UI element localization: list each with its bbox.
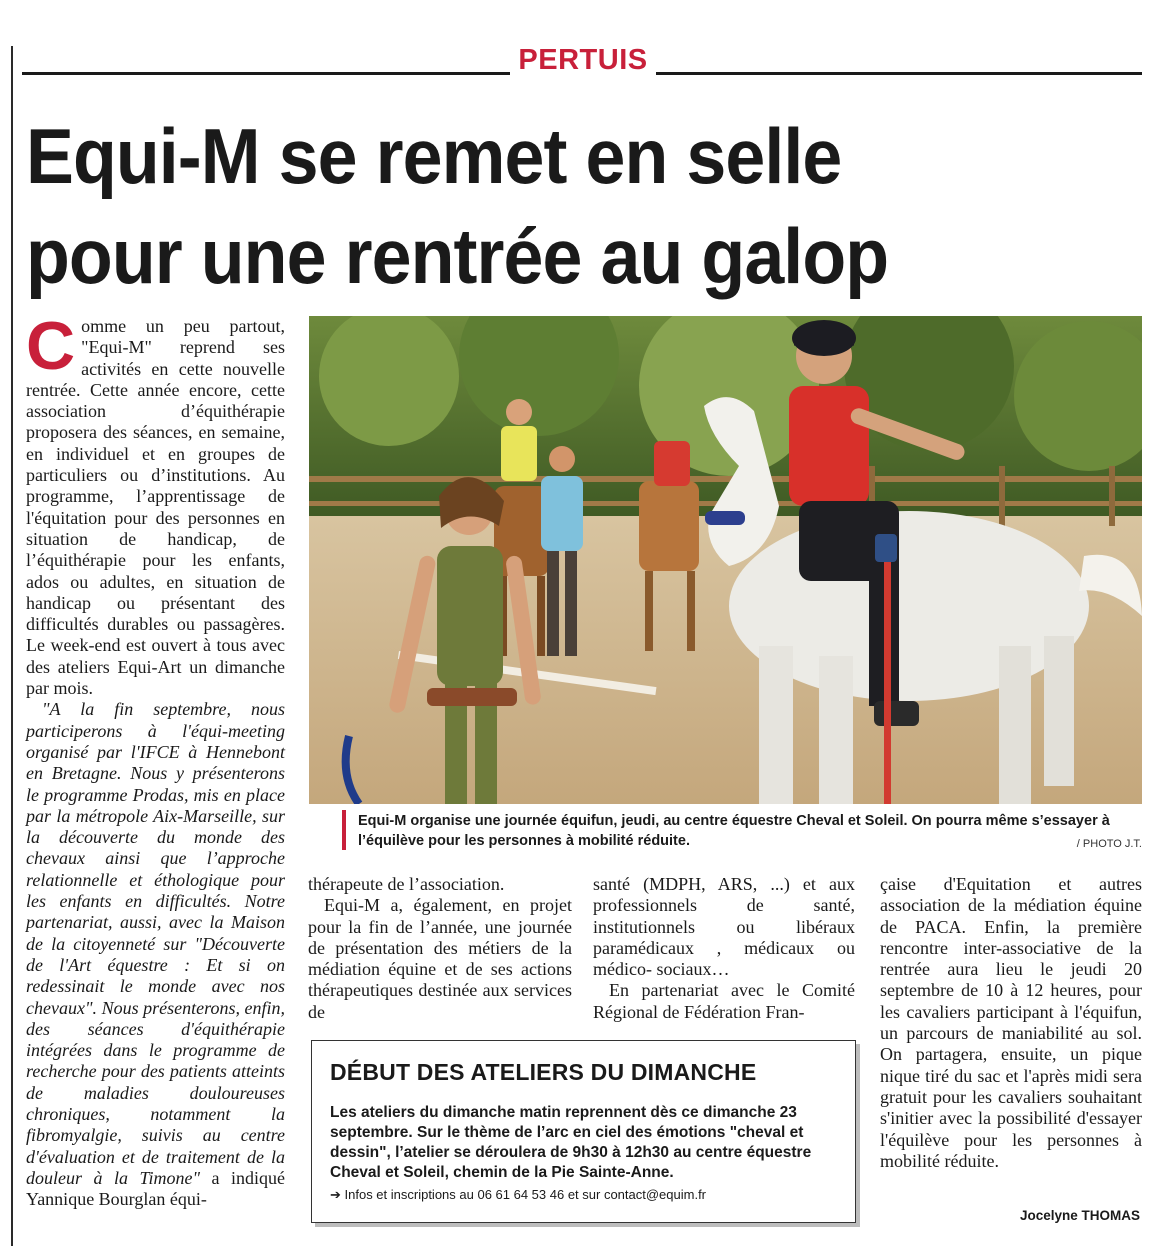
headline-line-1: Equi-M se remet en selle (26, 112, 842, 200)
headline-line-2: pour une rentrée au galop (26, 212, 889, 300)
article-column-2 (308, 874, 572, 1023)
article-intro (26, 308, 285, 699)
quote-attribution: a indiqué Yannique Bourglan équi- (26, 1167, 286, 1210)
author-signature: Jocelyne THOMAS (1019, 1208, 1140, 1223)
quote-text: "A la fin septembre, nous participerons à l'équi-meeting organisé par l'IFCE à Hennebont en Bretagne. Nous y présenterons le programme Prodas, mis en place par la métropole Aix-Marseille, sur la découverte du monde des chevaux ainsi que l’approche relationnelle et éthologique pour les enfants en difficultés. Notre partenariat, aussi, avec la Maison de la citoyenneté sur "Découverte de l'Art équestre : Et si on redessinait le monde avec nos chevaux". Nous présenterons, enfin, des séances d'équithérapie intégrées dans le programme de recherche pour des patients atteints de maladies douloureuses chroniques, notamment la fibromyalgie, suivis au centre d'évaluation et de traitement de la douleur à la Timone" (26, 699, 285, 1188)
rubric-rule-left (22, 72, 510, 75)
section-rubric: PERTUIS (518, 44, 648, 76)
photo-credit: / PHOTO J.T. (1076, 838, 1142, 850)
riders-photo-illustration (309, 316, 1142, 804)
info-box-contact: ➔ Infos et inscriptions au 06 61 64 53 46 et sur contact@equim.fr (330, 1187, 707, 1202)
headline (26, 106, 1056, 306)
col3-paragraph-1: santé (MDPH, ARS, ...) et aux professionnels de santé, institutionnels ou libéraux paramédicaux , médicaux ou médico- sociaux… (593, 874, 855, 980)
col2-paragraph-2: Equi-M a, également, en projet pour la fin de l’année, une journée de présentation des métiers de la médiation équine et de ses actions thérapeutiques destinée aux services de (308, 895, 572, 1022)
caption-text: Equi-M organise une journée équifun, jeudi, au centre équestre Cheval et Soleil. On pourra même s’essayer à l’équilève pour les personnes à mobilité réduite. (358, 813, 1110, 849)
drop-cap: C (26, 308, 76, 384)
rubric-rule-right (656, 72, 1142, 75)
info-box-body: Les ateliers du dimanche matin reprennent dès ce dimanche 23 septembre. Sur le thème de l’arc en ciel des émotions "cheval et dessin", l’atelier se déroulera de 9h30 à 12h30 au centre équestre Cheval et Soleil, chemin de la Pie Sainte-Anne. (330, 1104, 812, 1181)
article-quote-paragraph (26, 699, 285, 1210)
article-column-3 (593, 874, 855, 1023)
col2-paragraph-1: thérapeute de l’association. (308, 874, 505, 894)
info-box-title: DÉBUT DES ATELIERS DU DIMANCHE (330, 1059, 757, 1085)
col4-paragraph-1: çaise d'Equitation et autres association de la médiation équine de PACA. Enfin, la première rencontre inter-associative de la rentrée aura lieu le jeudi 20 septembre de 10 à 12 heures, pour les cavaliers participant à l'équifun, un parcours de maniabilité au sol. On partagera, ensuite, un pique nique tiré du sac et l'après midi sera gratuit pour les cavaliers souhaitant s'initier avec la possibilité d'essayer l'équilève pour les personnes à mobilité réduite. (880, 874, 1142, 1171)
article-column-1 (26, 308, 286, 1210)
photo-caption (342, 812, 1142, 851)
info-box (311, 1040, 856, 1223)
left-column-rule (11, 46, 13, 1246)
article-photo (309, 316, 1142, 804)
col3-paragraph-2: En partenariat avec le Comité Régional de Fédération Fran- (593, 980, 855, 1022)
article-column-4 (880, 874, 1142, 1172)
intro-text: omme un peu partout, "Equi-M" reprend ses activités en cette nouvelle rentrée. Cette année encore, cette association d’équithérapie proposera des séances, en semaine, en individuel et en groupes de particuliers ou d’institutions. Au programme, l’apprentissage de l'équitation pour des personnes en situation de handicap, de l’équithérapie pour les enfants, ados ou adultes, en situation de handicap ou présentant des difficultés durables ou passagères. Le week-end est ouvert à tous avec des ateliers Equi-Art un dimanche par mois. (26, 316, 285, 699)
